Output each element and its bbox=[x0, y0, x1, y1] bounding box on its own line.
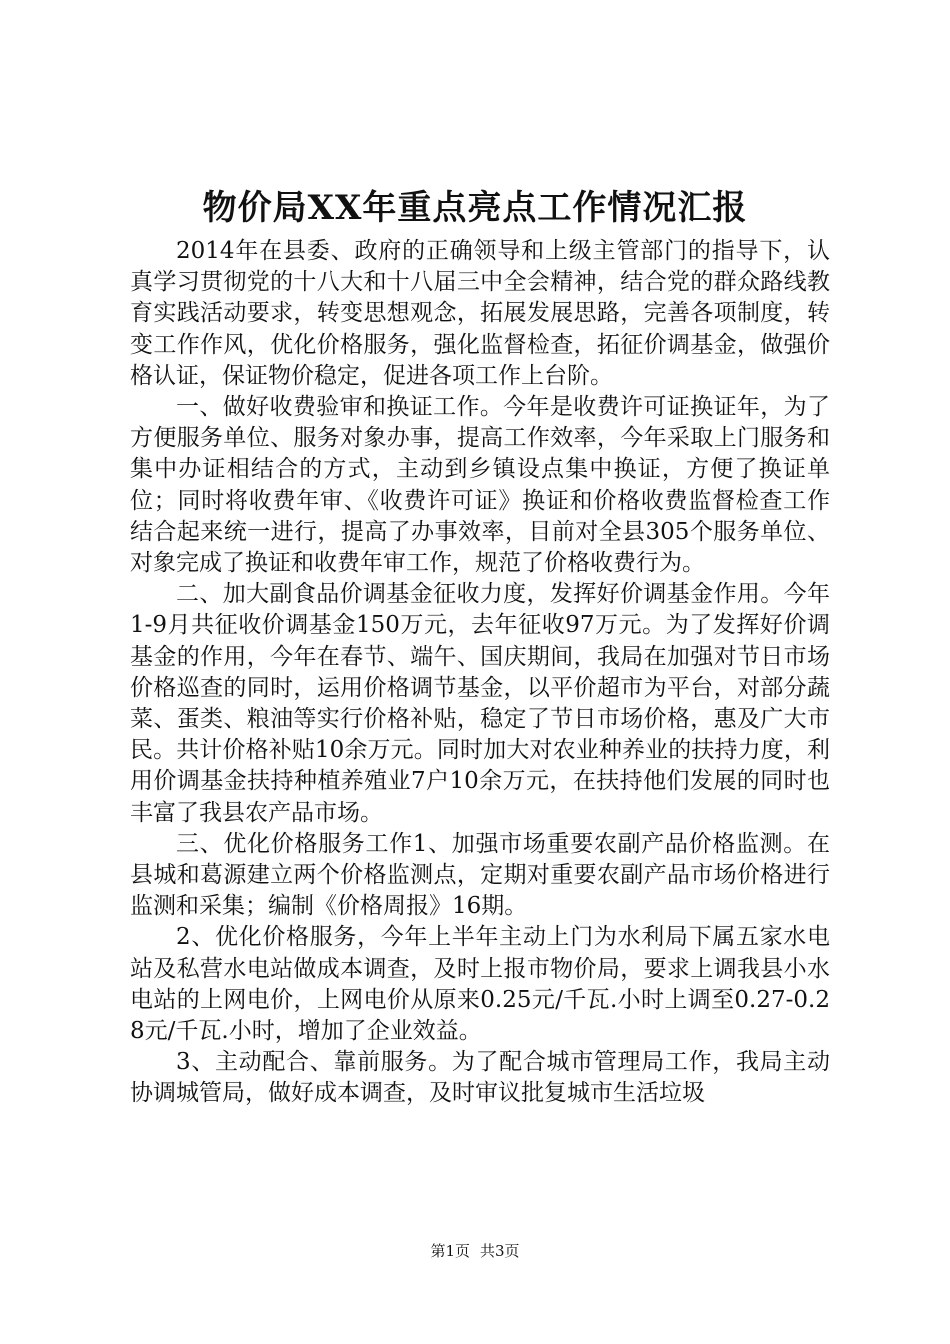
paragraph-intro: 2014年在县委、政府的正确领导和上级主管部门的指导下，认真学习贯彻党的十八大和十八届三中全会精神，结合党的群众路线教育实践活动要求，转变思想观念，拓展发展思路，完善各项制度，转变工作作风，优化价格服务，强化监督检查，拓征价调基金，做强价格认证，保证物价稳定，促进各项工作上台阶。 bbox=[130, 238, 830, 389]
page-footer bbox=[0, 1240, 950, 1262]
paragraph-section-1: 一、做好收费验审和换证工作。今年是收费许可证换证年，为了方便服务单位、服务对象办事，提高工作效率，今年采取上门服务和集中办证相结合的方式，主动到乡镇设点集中换证，方便了换证单位；同时将收费年审、《收费许可证》换证和价格收费监督检查工作结合起来统一进行，提高了办事效率，目前对全县305个服务单位、对象完成了换证和收费年审工作，规范了价格收费行为。 bbox=[130, 394, 830, 577]
document-body bbox=[130, 236, 830, 1110]
page-total: 共3页 bbox=[480, 1242, 520, 1260]
paragraph-section-3-item-3: 3、主动配合、靠前服务。为了配合城市管理局工作，我局主动协调城管局，做好成本调查，及时审议批复城市生活垃圾 bbox=[130, 1049, 830, 1107]
paragraph-section-2: 二、加大副食品价调基金征收力度，发挥好价调基金作用。今年1-9月共征收价调基金150万元，去年征收97万元。为了发挥好价调基金的作用，今年在春节、端午、国庆期间，我局在加强对节日市场价格巡查的同时，运用价格调节基金，以平价超市为平台，对部分蔬菜、蛋类、粮油等实行价格补贴，稳定了节日市场价格，惠及广大市民。共计价格补贴10余万元。同时加大对农业种养业的扶持力度，利用价调基金扶持种植养殖业7户10余万元，在扶持他们发展的同时也丰富了我县农产品市场。 bbox=[130, 581, 830, 826]
page-number: 第1页 bbox=[430, 1242, 470, 1260]
paragraph-section-3-item-2: 2、优化价格服务，今年上半年主动上门为水利局下属五家水电站及私营水电站做成本调查，及时上报市物价局，要求上调我县小水电站的上网电价，上网电价从原来0.25元/千瓦.小时上调至0.27-0.28元/千瓦.小时，增加了企业效益。 bbox=[130, 924, 830, 1045]
document-title: 物价局XX年重点亮点工作情况汇报 bbox=[202, 188, 748, 228]
paragraph-section-3: 三、优化价格服务工作1、加强市场重要农副产品价格监测。在县城和葛源建立两个价格监测点，定期对重要农副产品市场价格进行监测和采集；编制《价格周报》16期。 bbox=[130, 830, 830, 920]
